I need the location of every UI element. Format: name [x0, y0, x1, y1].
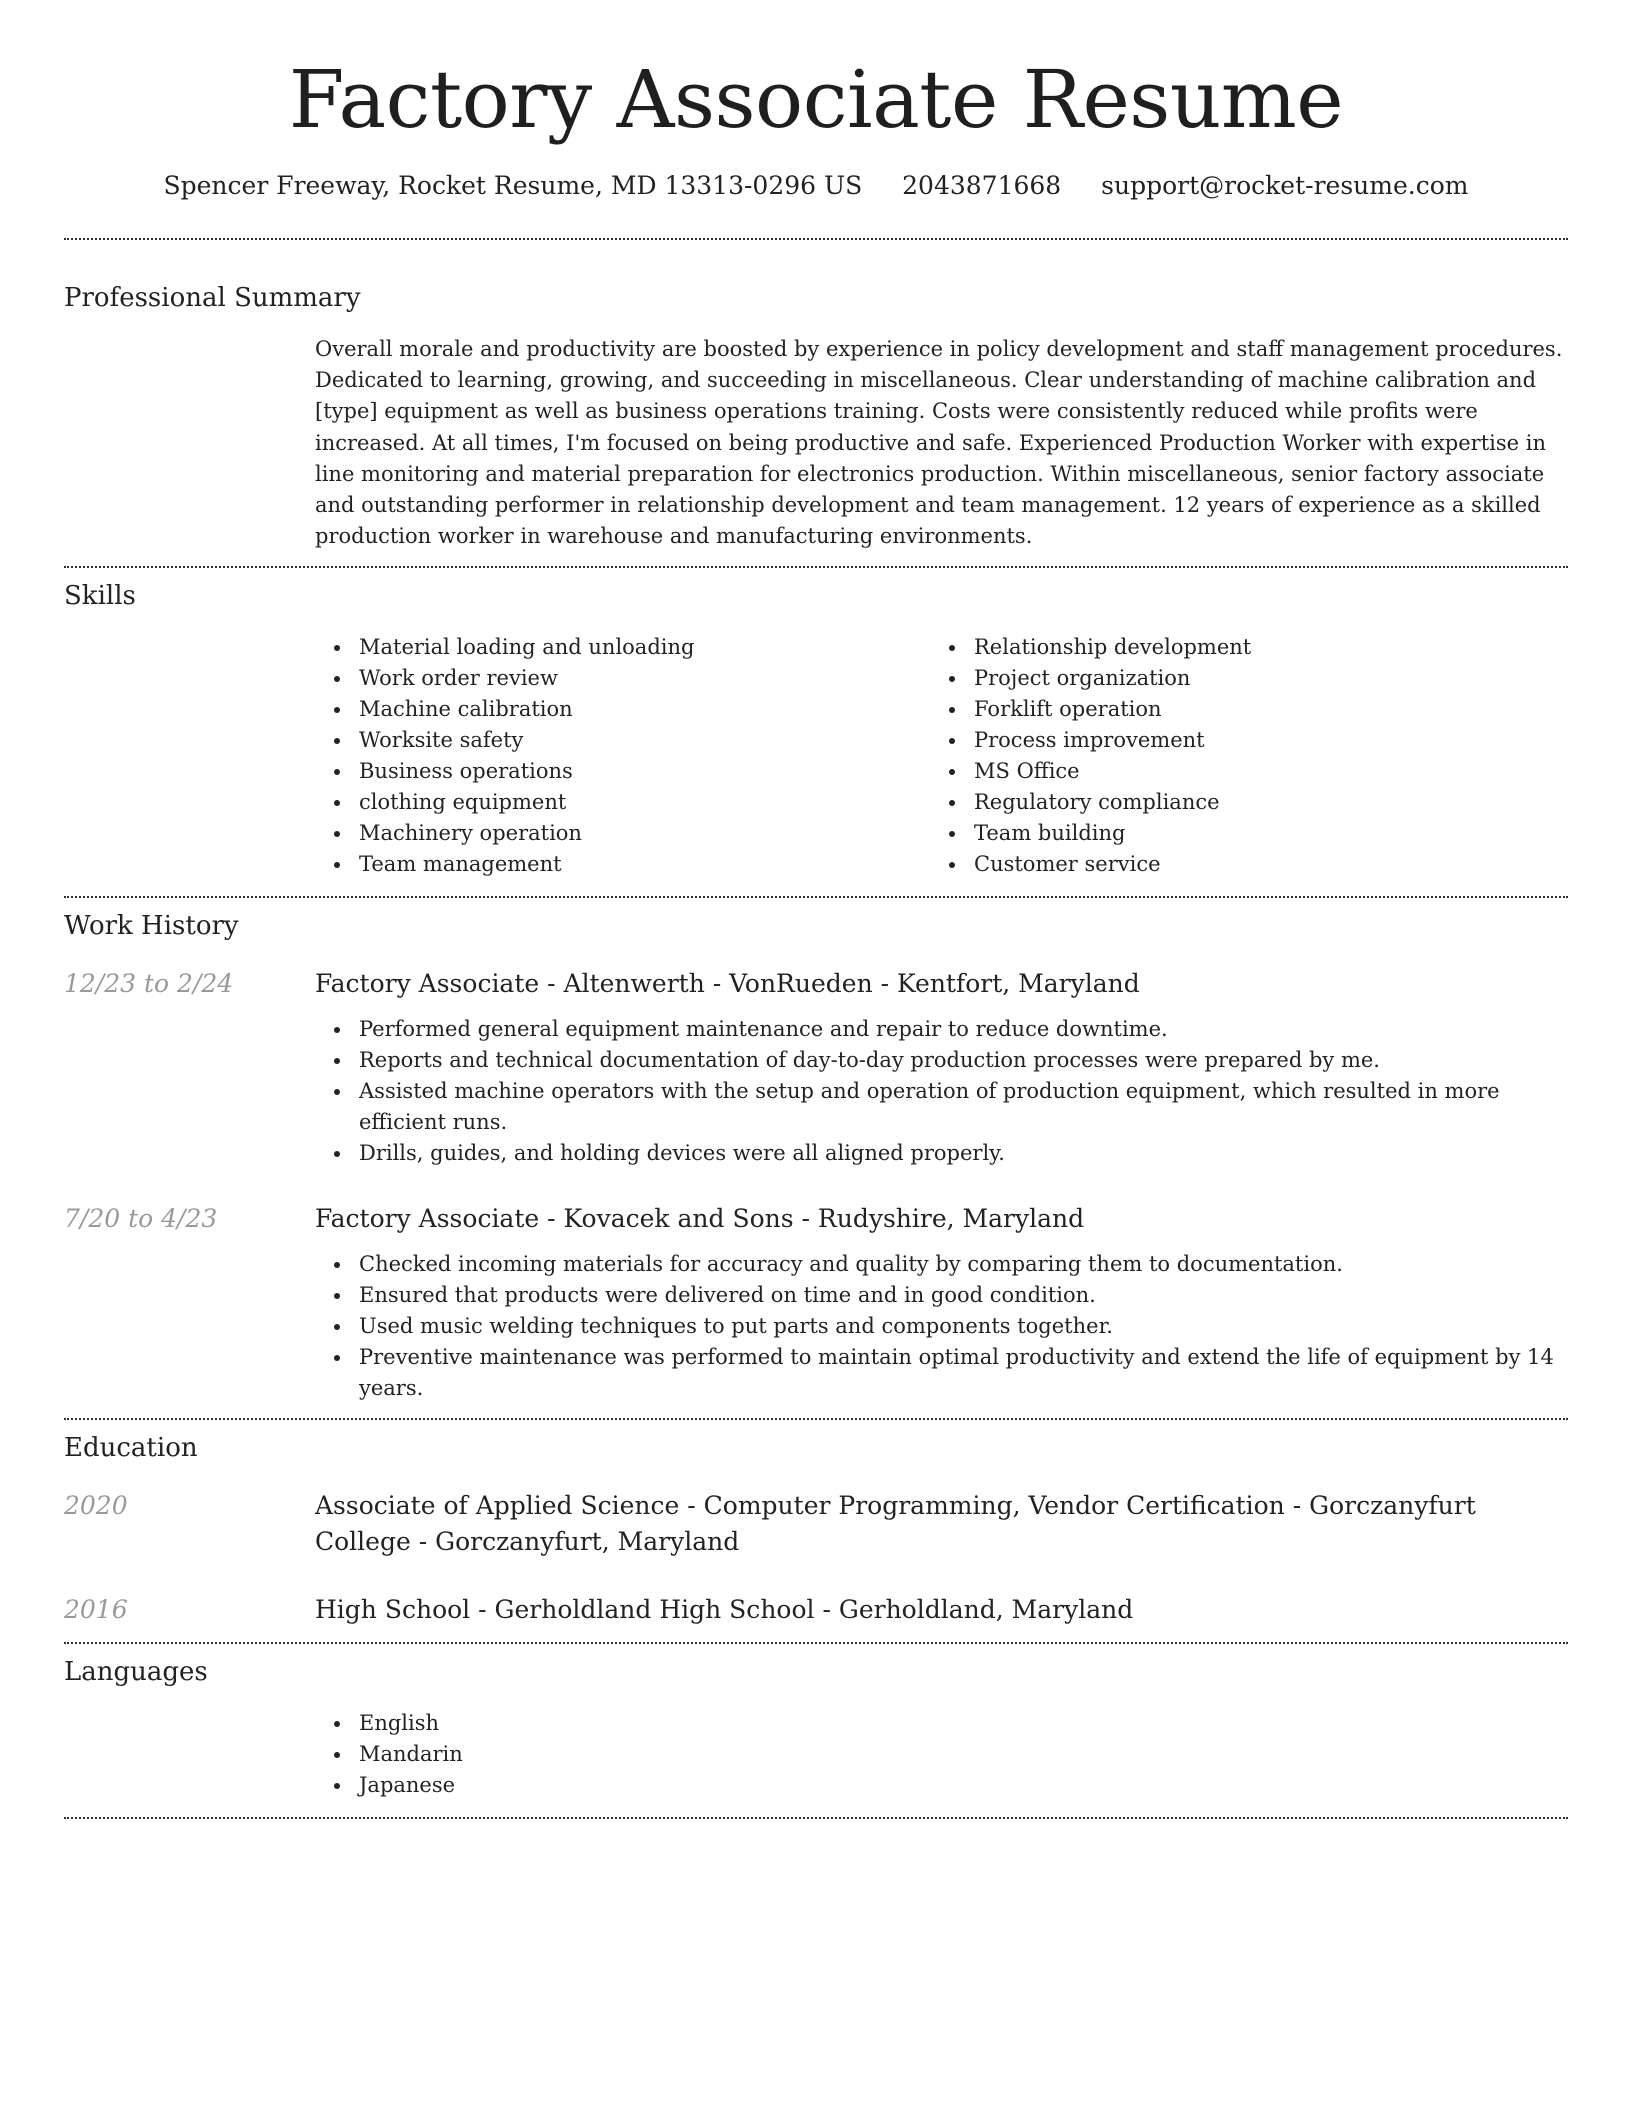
divider [64, 566, 1568, 568]
job-entry [64, 1201, 1568, 1404]
skill-item: Team building [930, 818, 1545, 849]
summary-section [64, 280, 1568, 552]
contact-address: Spencer Freeway, Rocket Resume, MD 13313-0296 US [163, 171, 863, 200]
page-title: Factory Associate Resume [288, 53, 1344, 146]
skill-item: Project organization [930, 663, 1545, 694]
summary-text: Overall morale and productivity are boosted by experience in policy development and staff management procedures. Dedicated to learning, growing, and succeeding in miscellaneous. Clear understanding of machine calibration and [type] equipment as well as business operations training. Costs were consistently reduced while profits were increased. At all times, I'm focused on being productive and safe. Experienced Production Worker with expertise in line monitoring and material preparation for electronics production. Within miscellaneous, senior factory associate and outstanding performer in relationship development and team management. 12 years of experience as a skilled production worker in warehouse and manufacturing environments. [315, 337, 1563, 549]
skill-item: Forklift operation [930, 694, 1545, 725]
skill-item: Worksite safety [315, 725, 930, 756]
education-year: 2020 [64, 1491, 128, 1521]
job-bullet: Performed general equipment maintenance and repair to reduce downtime. [315, 1014, 1568, 1045]
skill-item: Relationship development [930, 632, 1545, 663]
summary-heading: Professional Summary [64, 283, 361, 313]
work-section [64, 908, 1568, 1404]
job-title: Factory Associate - Altenwerth - VonRueden - Kentfort, Maryland [315, 969, 1140, 999]
language-item: English [315, 1708, 1568, 1739]
contact-phone: 2043871668 [902, 171, 1062, 200]
job-bullet: Preventive maintenance was performed to maintain optimal productivity and extend the life of equipment by 14 years. [315, 1342, 1568, 1404]
job-title: Factory Associate - Kovacek and Sons - Rudyshire, Maryland [315, 1204, 1085, 1234]
resume-page [64, 0, 1568, 1819]
skills-heading: Skills [64, 581, 136, 612]
skill-item: Customer service [930, 849, 1545, 880]
languages-list [315, 1708, 1568, 1801]
languages-section [64, 1654, 1568, 1801]
education-text: High School - Gerholdland High School - Gerholdland, Maryland [315, 1595, 1134, 1625]
education-entry [64, 1488, 1568, 1560]
skill-item: Regulatory compliance [930, 787, 1545, 818]
education-section [64, 1430, 1568, 1628]
divider [64, 238, 1568, 240]
divider [64, 1418, 1568, 1420]
job-entry [64, 966, 1568, 1169]
job-bullet: Used music welding techniques to put parts and components together. [315, 1311, 1568, 1342]
language-item: Mandarin [315, 1739, 1568, 1770]
skill-item: Work order review [315, 663, 930, 694]
job-dates: 7/20 to 4/23 [64, 1204, 218, 1234]
skill-item: MS Office [930, 756, 1545, 787]
language-item: Japanese [315, 1770, 1568, 1801]
resume-header [64, 0, 1568, 204]
skill-item: Process improvement [930, 725, 1545, 756]
divider [64, 1817, 1568, 1819]
education-heading: Education [64, 1433, 198, 1464]
job-bullet: Checked incoming materials for accuracy and quality by comparing them to documentation. [315, 1249, 1568, 1280]
work-heading: Work History [64, 911, 239, 942]
skills-section [64, 578, 1568, 880]
skill-item: Material loading and unloading [315, 632, 930, 663]
divider [64, 1642, 1568, 1644]
education-year: 2016 [64, 1595, 128, 1625]
job-bullets [315, 1249, 1568, 1404]
skill-item: Machine calibration [315, 694, 930, 725]
contact-line [64, 168, 1568, 204]
education-text: Associate of Applied Science - Computer Programming, Vendor Certification - Gorczanyfurt College - Gorczanyfurt, Maryland [315, 1491, 1476, 1557]
skill-item: Team management [315, 849, 930, 880]
skills-column-left [315, 632, 930, 880]
education-entry [64, 1592, 1568, 1628]
job-bullet: Drills, guides, and holding devices were all aligned properly. [315, 1138, 1568, 1169]
skill-item: Machinery operation [315, 818, 930, 849]
job-bullet: Reports and technical documentation of day-to-day production processes were prepared by me. [315, 1045, 1568, 1076]
skills-column-right [930, 632, 1545, 880]
job-dates: 12/23 to 2/24 [64, 969, 234, 999]
languages-heading: Languages [64, 1657, 208, 1688]
contact-email[interactable]: support@rocket-resume.com [1101, 171, 1469, 200]
skill-item: clothing equipment [315, 787, 930, 818]
job-bullet: Assisted machine operators with the setup and operation of production equipment, which resulted in more efficient runs. [315, 1076, 1568, 1138]
skills-list [315, 632, 1568, 880]
skill-item: Business operations [315, 756, 930, 787]
divider [64, 896, 1568, 898]
job-bullet: Ensured that products were delivered on time and in good condition. [315, 1280, 1568, 1311]
job-bullets [315, 1014, 1568, 1169]
